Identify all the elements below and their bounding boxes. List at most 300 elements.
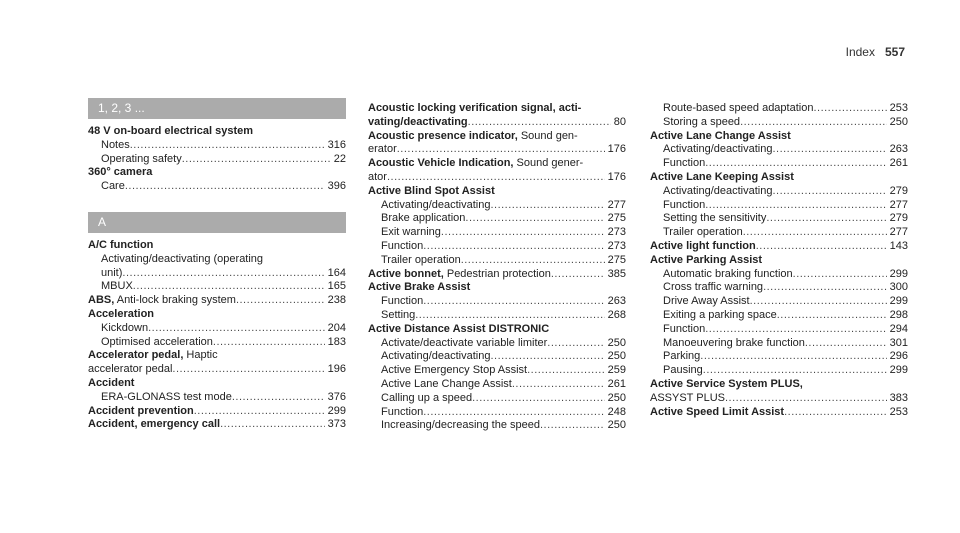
dot-leader bbox=[133, 280, 325, 294]
page-reference[interactable]: 275 bbox=[607, 253, 626, 266]
index-column-3 bbox=[650, 102, 908, 419]
entry-term bbox=[663, 295, 750, 309]
index-subentry[interactable] bbox=[88, 253, 346, 267]
page-reference[interactable] bbox=[623, 130, 626, 144]
page-reference[interactable] bbox=[343, 377, 346, 391]
page-reference[interactable]: 273 bbox=[607, 226, 626, 239]
index-subentry[interactable] bbox=[368, 295, 626, 309]
index-entry[interactable] bbox=[368, 171, 626, 185]
entry-keyword: Accelerator pedal, bbox=[88, 349, 184, 362]
entry-term bbox=[663, 350, 700, 364]
page-reference[interactable] bbox=[623, 281, 626, 295]
page-reference[interactable]: 279 bbox=[889, 212, 908, 225]
dot-leader bbox=[220, 418, 325, 432]
page-reference[interactable]: 277 bbox=[889, 226, 908, 239]
page-reference[interactable]: 253 bbox=[889, 405, 908, 418]
index-entry[interactable] bbox=[88, 349, 346, 363]
page-reference[interactable]: 196 bbox=[327, 363, 346, 376]
page-reference[interactable] bbox=[623, 185, 626, 199]
dot-leader bbox=[813, 102, 886, 116]
index-subentry[interactable] bbox=[650, 212, 908, 226]
page-reference[interactable]: 250 bbox=[607, 336, 626, 349]
entry-text: Function bbox=[663, 157, 706, 170]
page-reference[interactable] bbox=[343, 239, 346, 253]
index-subentry[interactable] bbox=[650, 226, 908, 240]
entry-term bbox=[88, 418, 220, 432]
entry-text: Activating/deactivating bbox=[381, 198, 491, 211]
page-reference[interactable]: 253 bbox=[889, 102, 908, 114]
entry-text: Manoeuvering brake function bbox=[663, 336, 805, 349]
entry-text: Sound gen- bbox=[517, 129, 578, 142]
entry-term bbox=[663, 364, 703, 378]
page-reference[interactable]: 250 bbox=[607, 419, 626, 432]
index-subentry[interactable] bbox=[650, 337, 908, 351]
entry-text: Sound gener- bbox=[513, 157, 584, 170]
page-reference[interactable]: 238 bbox=[327, 294, 346, 307]
index-subentry[interactable] bbox=[650, 102, 908, 116]
page-reference[interactable] bbox=[623, 323, 626, 337]
index-subentry[interactable] bbox=[650, 143, 908, 157]
index-entry[interactable] bbox=[368, 268, 626, 282]
dot-leader bbox=[465, 212, 604, 226]
page-number: 557 bbox=[884, 45, 905, 59]
dot-leader bbox=[172, 363, 324, 377]
index-entry[interactable] bbox=[368, 116, 626, 130]
page-reference[interactable] bbox=[905, 254, 908, 268]
entry-text: Trailer operation bbox=[381, 253, 461, 266]
index-entry[interactable] bbox=[650, 406, 908, 420]
dot-leader bbox=[130, 139, 325, 153]
index-subentry[interactable] bbox=[650, 116, 908, 130]
page-reference[interactable]: 299 bbox=[889, 364, 908, 377]
dot-leader bbox=[470, 281, 623, 295]
page-reference[interactable]: 268 bbox=[607, 308, 626, 321]
page-reference[interactable] bbox=[343, 125, 346, 139]
dot-leader bbox=[423, 240, 604, 254]
entry-text: erator bbox=[368, 143, 397, 156]
page-reference[interactable] bbox=[905, 378, 908, 392]
page-reference[interactable]: 294 bbox=[889, 322, 908, 335]
entry-text: Optimised acceleration bbox=[101, 335, 213, 348]
entry-term bbox=[381, 337, 547, 351]
page-reference[interactable]: 277 bbox=[889, 198, 908, 211]
index-subentry[interactable] bbox=[650, 268, 908, 282]
entry-text: Setting bbox=[381, 308, 416, 321]
page-reference[interactable]: 373 bbox=[327, 418, 346, 431]
page-reference[interactable]: 296 bbox=[889, 350, 908, 363]
dot-leader bbox=[705, 199, 886, 213]
index-entry[interactable] bbox=[368, 102, 626, 116]
entry-keyword: 48 V on-board electrical system bbox=[88, 125, 254, 137]
index-subentry[interactable] bbox=[368, 406, 626, 420]
dot-leader bbox=[551, 268, 605, 282]
entry-term bbox=[663, 281, 763, 295]
section-heading: 1, 2, 3 ... bbox=[88, 98, 346, 119]
entry-keyword: Accident bbox=[88, 376, 135, 389]
entry-term bbox=[663, 116, 740, 130]
page-reference[interactable]: 299 bbox=[889, 295, 908, 308]
index-entry[interactable] bbox=[650, 378, 908, 392]
entry-term bbox=[101, 153, 182, 167]
entry-keyword: A/C function bbox=[88, 238, 154, 251]
entry-term bbox=[381, 309, 415, 323]
dot-leader bbox=[784, 406, 887, 420]
index-subentry[interactable] bbox=[368, 350, 626, 364]
page-reference[interactable]: 176 bbox=[607, 143, 626, 156]
index-subentry[interactable] bbox=[88, 322, 346, 336]
dot-leader bbox=[583, 157, 623, 171]
index-entry[interactable] bbox=[88, 239, 346, 253]
header-label: Index bbox=[845, 45, 875, 59]
dot-leader bbox=[148, 322, 325, 336]
index-subentry[interactable] bbox=[88, 391, 346, 405]
page-reference[interactable]: 165 bbox=[327, 280, 346, 293]
index-entry[interactable] bbox=[368, 281, 626, 295]
page-reference[interactable]: 143 bbox=[889, 239, 908, 252]
entry-text: Pedestrian protection bbox=[443, 267, 551, 280]
page-reference[interactable]: 298 bbox=[889, 308, 908, 321]
page-reference[interactable]: 316 bbox=[327, 138, 346, 151]
entry-term bbox=[381, 212, 465, 226]
index-subentry[interactable] bbox=[368, 226, 626, 240]
entry-text: Cross traffic warning bbox=[663, 281, 764, 294]
index-subentry[interactable] bbox=[368, 392, 626, 406]
entry-text: Brake application bbox=[381, 212, 466, 225]
index-subentry[interactable] bbox=[88, 267, 346, 281]
index-entry[interactable] bbox=[88, 308, 346, 322]
entry-term bbox=[368, 323, 549, 337]
dot-leader bbox=[415, 309, 604, 323]
entry-term bbox=[368, 116, 468, 130]
page-reference[interactable]: 300 bbox=[889, 281, 908, 294]
dot-leader bbox=[218, 349, 343, 363]
index-entry[interactable] bbox=[650, 254, 908, 268]
entry-term bbox=[381, 392, 472, 406]
entry-term bbox=[381, 199, 490, 213]
page-reference[interactable]: 273 bbox=[607, 239, 626, 252]
entry-text: Operating safety bbox=[101, 152, 182, 165]
index-subentry[interactable] bbox=[650, 323, 908, 337]
entry-term bbox=[101, 336, 213, 350]
entry-text: Increasing/decreasing the speed bbox=[381, 419, 540, 432]
dot-leader bbox=[194, 405, 325, 419]
entry-text: Function bbox=[663, 198, 706, 211]
dot-leader bbox=[547, 337, 604, 351]
entry-term bbox=[88, 377, 134, 391]
dot-leader bbox=[549, 323, 623, 337]
entry-term bbox=[101, 322, 148, 336]
page-reference[interactable] bbox=[623, 157, 626, 171]
entry-keyword: Acoustic Vehicle Indication, bbox=[368, 157, 514, 170]
entry-text: accelerator pedal bbox=[88, 363, 173, 376]
dot-leader bbox=[263, 253, 343, 267]
entry-term bbox=[381, 364, 527, 378]
entry-text: Exiting a parking space bbox=[663, 308, 777, 321]
dot-leader bbox=[154, 308, 343, 322]
index-subentry[interactable] bbox=[368, 378, 626, 392]
index-subentry[interactable] bbox=[368, 364, 626, 378]
entry-term bbox=[88, 363, 172, 377]
dot-leader bbox=[441, 226, 605, 240]
entry-keyword: Accident, emergency call bbox=[88, 418, 221, 431]
entry-text: Activating/deactivating bbox=[663, 184, 773, 197]
page-reference[interactable]: 22 bbox=[333, 152, 346, 165]
page-reference[interactable]: 385 bbox=[607, 267, 626, 280]
dot-leader bbox=[725, 392, 887, 406]
index-subentry[interactable] bbox=[650, 364, 908, 378]
entry-text: Route-based speed adaptation bbox=[663, 102, 814, 114]
entry-text: Parking bbox=[663, 350, 701, 363]
page-reference[interactable] bbox=[905, 130, 908, 144]
page-reference[interactable]: 275 bbox=[607, 212, 626, 225]
index-subentry[interactable] bbox=[368, 419, 626, 433]
entry-term bbox=[101, 267, 122, 281]
index-entry[interactable] bbox=[88, 166, 346, 180]
entry-term bbox=[650, 378, 803, 392]
index-entry[interactable] bbox=[88, 125, 346, 139]
dot-leader bbox=[468, 116, 611, 130]
page-reference[interactable]: 164 bbox=[327, 266, 346, 279]
index-subentry[interactable] bbox=[650, 185, 908, 199]
entry-text: unit) bbox=[101, 266, 123, 279]
page-reference[interactable]: 277 bbox=[607, 198, 626, 211]
entry-keyword: Active Parking Assist bbox=[650, 253, 763, 266]
entry-keyword: Active Service System PLUS, bbox=[650, 377, 803, 390]
entry-text: Activate/deactivate variable limiter bbox=[381, 336, 548, 349]
page-reference[interactable]: 261 bbox=[607, 377, 626, 390]
dot-leader bbox=[578, 130, 623, 144]
index-subentry[interactable] bbox=[368, 212, 626, 226]
entry-term bbox=[381, 378, 512, 392]
index-column-1 bbox=[88, 98, 346, 432]
page-reference[interactable] bbox=[905, 171, 908, 185]
entry-term bbox=[88, 349, 218, 363]
entry-term bbox=[663, 212, 766, 226]
entry-keyword: vating/deactivating bbox=[368, 115, 468, 128]
dot-leader bbox=[461, 254, 605, 268]
entry-text: Drive Away Assist bbox=[663, 295, 750, 308]
dot-leader bbox=[423, 406, 604, 420]
entry-term bbox=[88, 308, 154, 322]
page-reference[interactable]: 250 bbox=[607, 391, 626, 404]
page-reference[interactable]: 250 bbox=[607, 350, 626, 363]
entry-term bbox=[88, 405, 194, 419]
entry-term bbox=[663, 268, 793, 282]
page-reference[interactable] bbox=[343, 253, 346, 267]
dot-leader bbox=[700, 350, 886, 364]
entry-keyword: Acoustic presence indicator, bbox=[368, 129, 518, 142]
entry-text: MBUX bbox=[101, 280, 133, 293]
page-reference[interactable] bbox=[343, 166, 346, 180]
entry-term bbox=[663, 337, 805, 351]
entry-text: ator bbox=[368, 170, 387, 183]
entry-keyword: Active light function bbox=[650, 239, 756, 252]
entry-keyword: Active Lane Change Assist bbox=[650, 129, 791, 142]
entry-keyword: Active bonnet, bbox=[368, 267, 444, 280]
entry-term bbox=[101, 139, 130, 153]
entry-text: Activating/deactivating (operating bbox=[101, 252, 264, 265]
dot-leader bbox=[791, 130, 905, 144]
index-entry[interactable] bbox=[368, 157, 626, 171]
dot-leader bbox=[705, 157, 886, 171]
entry-text: Setting the sensitivity bbox=[663, 212, 767, 225]
dot-leader bbox=[803, 378, 905, 392]
entry-term bbox=[650, 240, 756, 254]
entry-text: Function bbox=[381, 405, 424, 418]
entry-term bbox=[663, 143, 772, 157]
entry-term bbox=[368, 143, 397, 157]
dot-leader bbox=[152, 166, 343, 180]
page-reference[interactable]: 176 bbox=[607, 170, 626, 183]
dot-leader bbox=[213, 336, 325, 350]
entry-text: Anti-lock braking system bbox=[114, 294, 236, 307]
entry-keyword: Active Speed Limit Assist bbox=[650, 405, 785, 418]
entry-text: Storing a speed bbox=[663, 115, 741, 128]
page-reference[interactable]: 263 bbox=[889, 143, 908, 156]
entry-term bbox=[381, 254, 461, 268]
index-entry[interactable] bbox=[650, 240, 908, 254]
dot-leader bbox=[512, 378, 605, 392]
entry-keyword: Active Lane Keeping Assist bbox=[650, 170, 794, 183]
entry-term bbox=[663, 199, 705, 213]
page-reference[interactable]: 204 bbox=[327, 321, 346, 334]
index-subentry[interactable] bbox=[650, 281, 908, 295]
entry-keyword: Active Blind Spot Assist bbox=[368, 184, 495, 197]
entry-text: Trailer operation bbox=[663, 226, 743, 239]
index-entry[interactable] bbox=[650, 392, 908, 406]
dot-leader bbox=[495, 185, 623, 199]
dot-leader bbox=[423, 295, 604, 309]
index-subentry[interactable] bbox=[650, 309, 908, 323]
index-subentry[interactable] bbox=[88, 280, 346, 294]
dot-leader bbox=[763, 281, 887, 295]
entry-term bbox=[368, 130, 578, 144]
dot-leader bbox=[472, 392, 605, 406]
entry-term bbox=[663, 309, 777, 323]
index-entry[interactable] bbox=[650, 171, 908, 185]
page-reference[interactable]: 250 bbox=[889, 115, 908, 128]
page-reference[interactable] bbox=[343, 308, 346, 322]
index-entry[interactable] bbox=[88, 405, 346, 419]
dot-leader bbox=[153, 239, 343, 253]
index-entry[interactable] bbox=[88, 294, 346, 308]
page-reference[interactable]: 279 bbox=[889, 184, 908, 197]
index-subentry[interactable] bbox=[88, 139, 346, 153]
entry-term bbox=[650, 130, 791, 144]
dot-leader bbox=[766, 212, 886, 226]
index-entry[interactable] bbox=[650, 130, 908, 144]
index-subentry[interactable] bbox=[88, 336, 346, 350]
index-column-2 bbox=[368, 102, 626, 433]
page-reference[interactable]: 299 bbox=[889, 267, 908, 280]
dot-leader bbox=[490, 199, 604, 213]
index-subentry[interactable] bbox=[650, 157, 908, 171]
index-subentry[interactable] bbox=[368, 254, 626, 268]
page-reference[interactable]: 396 bbox=[327, 180, 346, 193]
entry-term bbox=[381, 226, 441, 240]
index-subentry[interactable] bbox=[88, 153, 346, 167]
page-reference[interactable]: 383 bbox=[889, 391, 908, 404]
entry-term bbox=[650, 392, 725, 406]
index-subentry[interactable] bbox=[650, 199, 908, 213]
page-reference[interactable] bbox=[623, 102, 626, 116]
dot-leader bbox=[772, 143, 886, 157]
index-entry[interactable] bbox=[88, 363, 346, 377]
index-entry[interactable] bbox=[88, 418, 346, 432]
index-entry[interactable] bbox=[88, 377, 346, 391]
entry-term bbox=[368, 157, 583, 171]
index-subentry[interactable] bbox=[368, 337, 626, 351]
entry-term bbox=[663, 102, 813, 116]
index-subentry[interactable] bbox=[368, 240, 626, 254]
index-entry[interactable] bbox=[368, 323, 626, 337]
index-subentry[interactable] bbox=[650, 295, 908, 309]
entry-text: Haptic bbox=[183, 349, 218, 362]
page-reference[interactable] bbox=[343, 349, 346, 363]
page-reference[interactable]: 248 bbox=[607, 405, 626, 418]
page-reference[interactable]: 259 bbox=[607, 364, 626, 377]
dot-leader bbox=[182, 153, 331, 167]
dot-leader bbox=[232, 391, 325, 405]
page-reference[interactable]: 80 bbox=[613, 115, 626, 128]
section-heading: A bbox=[88, 212, 346, 233]
entry-text: Function bbox=[663, 322, 706, 335]
entry-term bbox=[101, 253, 263, 267]
dot-leader bbox=[125, 180, 325, 194]
entry-term bbox=[381, 240, 423, 254]
dot-leader bbox=[794, 171, 905, 185]
entry-text: Function bbox=[381, 239, 424, 252]
dot-leader bbox=[750, 295, 887, 309]
entry-text: Calling up a speed bbox=[381, 391, 473, 404]
entry-term bbox=[88, 294, 236, 308]
index-entry[interactable] bbox=[368, 143, 626, 157]
page-reference[interactable]: 263 bbox=[607, 295, 626, 308]
entry-term bbox=[368, 102, 581, 116]
dot-leader bbox=[743, 226, 887, 240]
entry-term bbox=[101, 280, 133, 294]
entry-keyword: Active Brake Assist bbox=[368, 281, 471, 294]
dot-leader bbox=[740, 116, 887, 130]
entry-term bbox=[650, 254, 762, 268]
index-entry[interactable] bbox=[368, 130, 626, 144]
page-header bbox=[846, 45, 905, 59]
entry-keyword: Acoustic locking verification signal, acti- bbox=[368, 102, 582, 114]
page-reference[interactable]: 301 bbox=[889, 336, 908, 349]
page-reference[interactable]: 183 bbox=[327, 335, 346, 348]
entry-term bbox=[381, 295, 423, 309]
index-subentry[interactable] bbox=[88, 180, 346, 194]
index-subentry[interactable] bbox=[368, 309, 626, 323]
entry-keyword: 360° camera bbox=[88, 166, 153, 179]
entry-term bbox=[381, 419, 540, 433]
index-subentry[interactable] bbox=[650, 350, 908, 364]
entry-term bbox=[88, 166, 152, 180]
dot-leader bbox=[527, 364, 605, 378]
entry-term bbox=[381, 350, 490, 364]
entry-term bbox=[650, 406, 784, 420]
entry-keyword: Active Distance Assist DISTRONIC bbox=[368, 322, 550, 335]
page-reference[interactable]: 261 bbox=[889, 157, 908, 170]
entry-term bbox=[101, 391, 232, 405]
page-reference[interactable]: 299 bbox=[327, 404, 346, 417]
entry-term bbox=[650, 171, 794, 185]
entry-text: ERA-GLONASS test mode bbox=[101, 390, 232, 403]
entry-text: Kickdown bbox=[101, 321, 149, 334]
index-subentry[interactable] bbox=[368, 199, 626, 213]
index-entry[interactable] bbox=[368, 185, 626, 199]
page-reference[interactable]: 376 bbox=[327, 390, 346, 403]
